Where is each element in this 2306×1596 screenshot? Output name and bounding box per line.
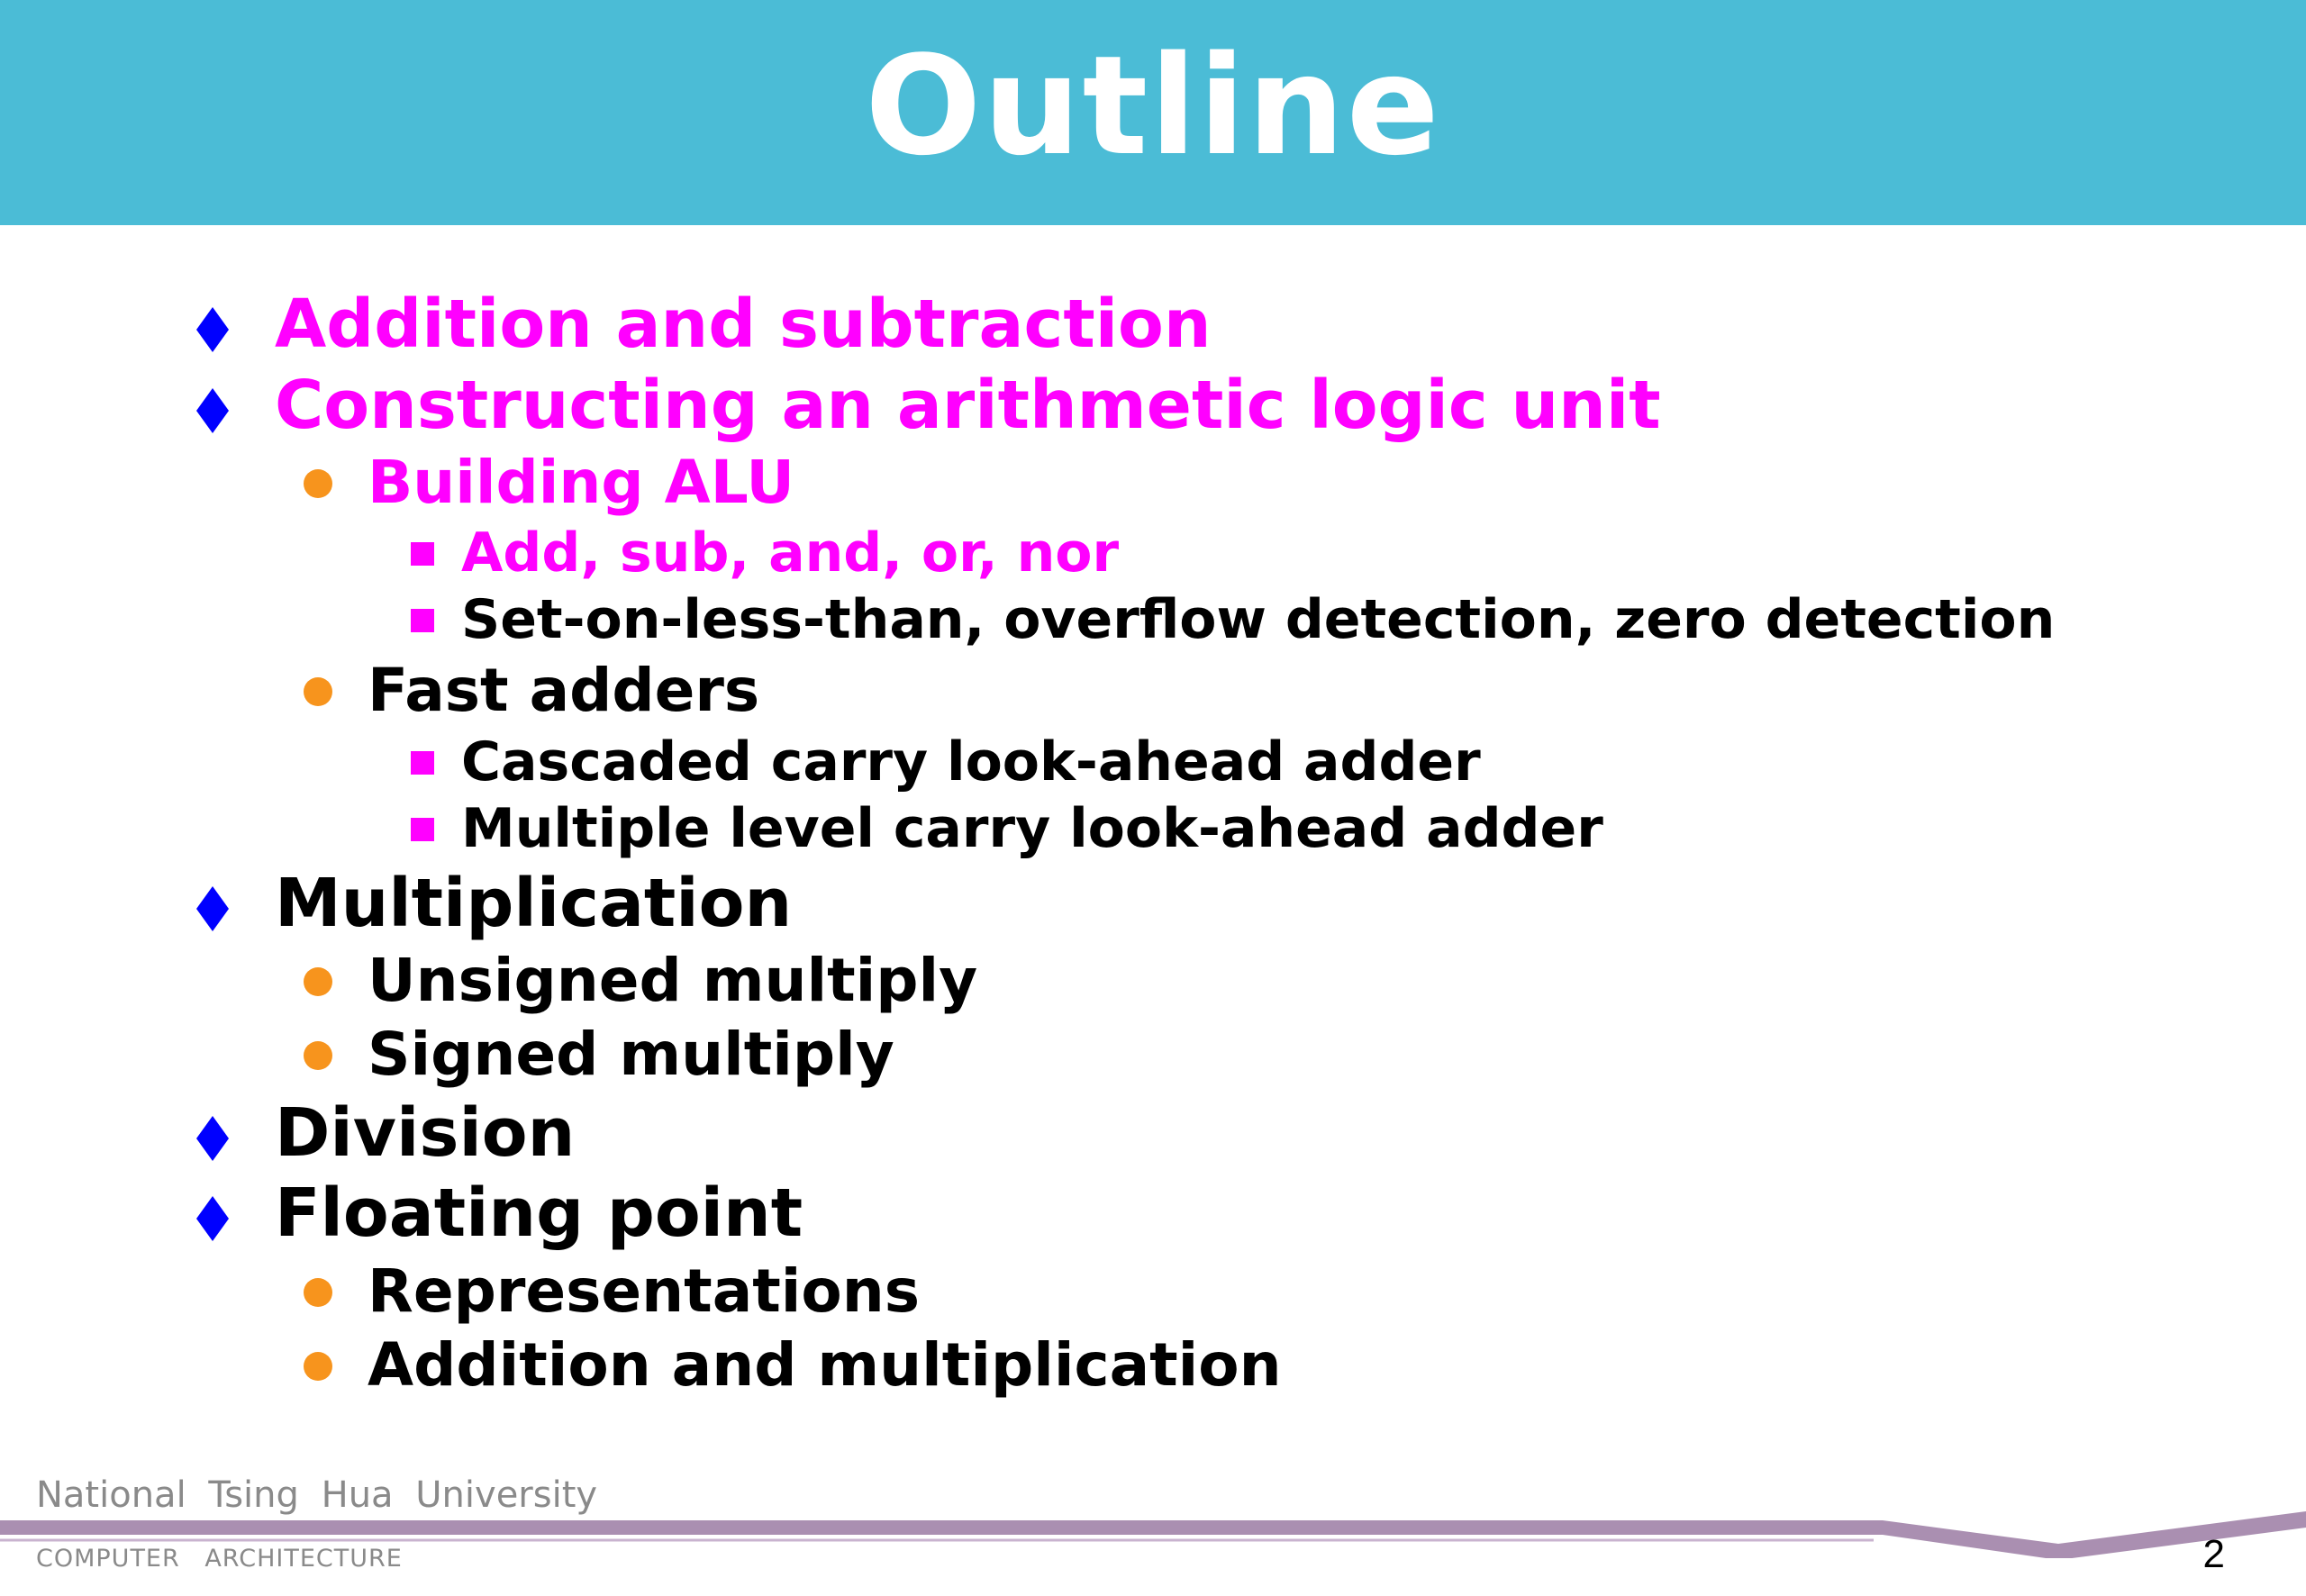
outline-item-text: Division: [275, 1094, 576, 1172]
diamond-bullet-icon: [196, 284, 232, 365]
outline-item-text: Addition and multiplication: [368, 1330, 1282, 1400]
slide-title: Outline: [865, 26, 1441, 186]
diamond-bullet-icon: [196, 365, 232, 446]
circle-bullet-icon: [304, 655, 334, 727]
circle-bullet-icon: [304, 1019, 334, 1091]
outline-item-text: Multiplication: [275, 865, 793, 942]
outline-item-text: Fast adders: [368, 656, 760, 725]
outline-item-text: Constructing an arithmetic logic unit: [275, 367, 1661, 444]
square-bullet-icon: [411, 585, 436, 654]
square-bullet-icon: [411, 794, 436, 863]
outline-item-text: Cascaded carry look-ahead adder: [461, 730, 1481, 793]
diamond-bullet-icon: [196, 1093, 232, 1174]
outline-item-text: Signed multiply: [368, 1020, 894, 1089]
outline-item-text: Add, sub, and, or, nor: [461, 521, 1120, 585]
outline-item-text: Set-on-less-than, overflow detection, zero detection: [461, 588, 2056, 651]
footer-course: COMPUTER ARCHITECTURE: [36, 1545, 403, 1573]
diamond-bullet-icon: [196, 863, 232, 944]
outline-item-text: Addition and subtraction: [275, 286, 1212, 363]
circle-bullet-icon: [304, 1329, 334, 1401]
outline-item-text: Representations: [368, 1256, 921, 1326]
outline-item-text: Building ALU: [368, 448, 794, 517]
outline-item-text: Floating point: [275, 1174, 803, 1252]
circle-bullet-icon: [304, 1256, 334, 1328]
page-number: 2: [2202, 1532, 2225, 1576]
square-bullet-icon: [411, 519, 436, 587]
square-bullet-icon: [411, 728, 436, 796]
circle-bullet-icon: [304, 945, 334, 1017]
outline-item-text: Unsigned multiply: [368, 946, 978, 1015]
diamond-bullet-icon: [196, 1173, 232, 1254]
outline-item-text: Multiple level carry look-ahead adder: [461, 797, 1603, 860]
circle-bullet-icon: [304, 447, 334, 519]
footer-university: National Tsing Hua University: [36, 1474, 598, 1516]
